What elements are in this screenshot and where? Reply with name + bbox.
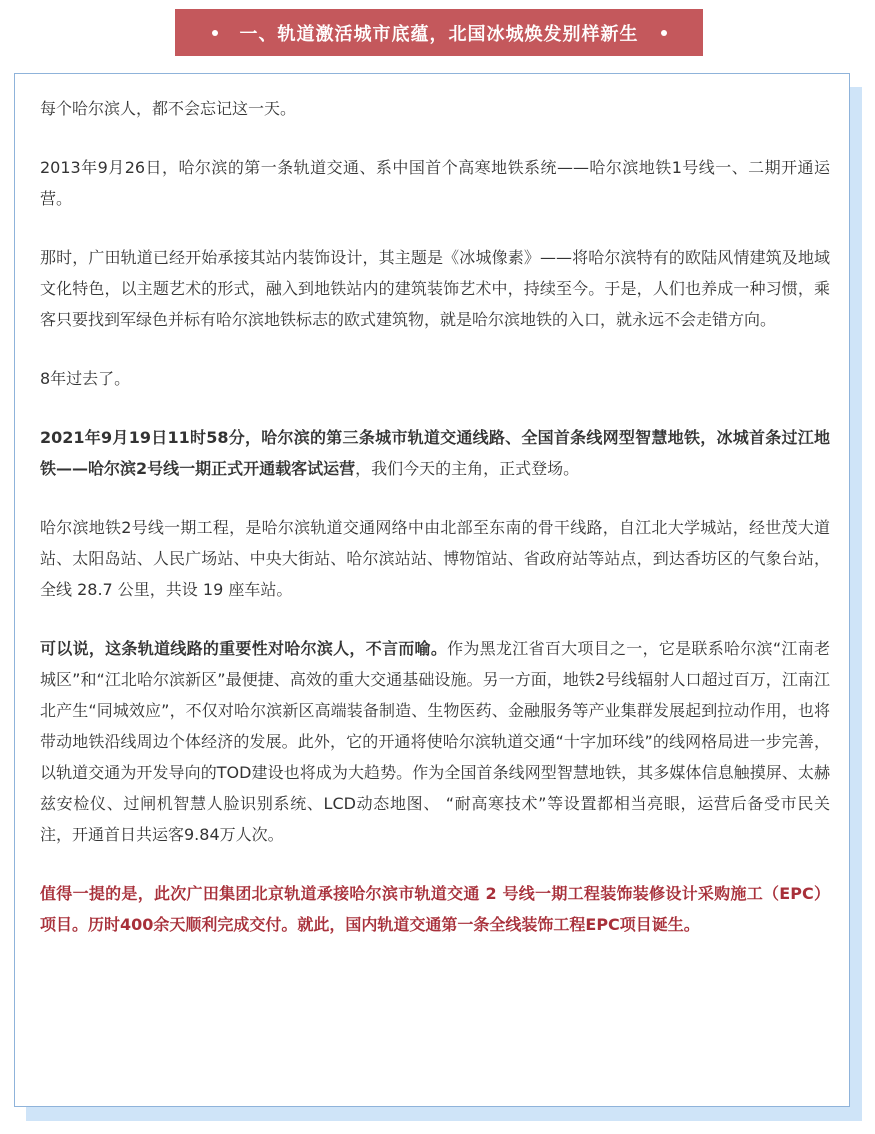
paragraph-5-rest: ，我们今天的主角，正式登场。: [355, 459, 580, 478]
paragraph-7: [40, 633, 830, 850]
section-title: 一、轨道激活城市底蕴，北国冰城焕发别样新生: [239, 23, 639, 45]
paragraph-4: 8年过去了。: [40, 369, 131, 388]
section-title-banner: [175, 9, 703, 56]
paragraph-3: 那时，广田轨道已经开始承接其站内装饰设计，其主题是《冰城像素》——将哈尔滨特有的欧陆风情建筑及地域文化特色，以主题艺术的形式，融入到地铁站内的建筑装饰艺术中，持续至今。于是，人们也养成一种习惯，乘客只要找到军绿色并标有哈尔滨地铁标志的欧式建筑物，就是哈尔滨地铁的入口，就永远不会走错方向。: [40, 248, 830, 329]
bullet-dot-icon: [212, 30, 218, 36]
bullet-dot-icon: [661, 30, 667, 36]
paragraph-5: [40, 422, 830, 484]
paragraph-7-rest: 作为黑龙江省百大项目之一，它是联系哈尔滨“江南老城区”和“江北哈尔滨新区”最便捷、高效的重大交通基础设施。另一方面，地铁2号线辐射人口超过百万，江南江北产生“同城效应”，不仅对哈尔滨新区高端装备制造、生物医药、金融服务等产业集群发展起到拉动作用，也将带动地铁沿线周边个体经济的发展。此外，它的开通将使哈尔滨轨道交通“十字加环线”的线网格局进一步完善，以轨道交通为开发导向的TOD建设也将成为大趋势。作为全国首条线网型智慧地铁，其多媒体信息触摸屏、太赫兹安检仪、过闸机智慧人脸识别系统、LCD动态地图、 “耐高寒技术”等设置都相当亮眼，运营后备受市民关注，开通首日共运客9.84万人次。: [40, 639, 830, 844]
paragraph-5-bold: 2021年9月19日11时58分，哈尔滨的第三条城市轨道交通线路、全国首条线网型智慧地铁，冰城首条过江地铁——哈尔滨2号线一期正式开通载客试运营: [40, 428, 830, 478]
article-body: [40, 93, 830, 940]
paragraph-6: 哈尔滨地铁2号线一期工程，是哈尔滨轨道交通网络中由北部至东南的骨干线路，自江北大学城站，经世茂大道站、太阳岛站、人民广场站、中央大街站、哈尔滨站站、博物馆站、省政府站等站点，到达香坊区的气象台站，全线 28.7 公里，共设 19 座车站。: [40, 518, 830, 599]
paragraph-8-highlight: 值得一提的是，此次广田集团北京轨道承接哈尔滨市轨道交通 2 号线一期工程装饰装修设计采购施工（EPC）项目。历时400余天顺利完成交付。就此，国内轨道交通第一条全线装饰工程EPC项目诞生。: [40, 884, 830, 934]
article-card: [14, 73, 850, 1107]
paragraph-2: 2013年9月26日，哈尔滨的第一条轨道交通、系中国首个高寒地铁系统——哈尔滨地铁1号线一、二期开通运营。: [40, 158, 830, 208]
paragraph-7-bold: 可以说，这条轨道线路的重要性对哈尔滨人，不言而喻。: [40, 639, 448, 658]
paragraph-1: 每个哈尔滨人，都不会忘记这一天。: [40, 99, 297, 118]
